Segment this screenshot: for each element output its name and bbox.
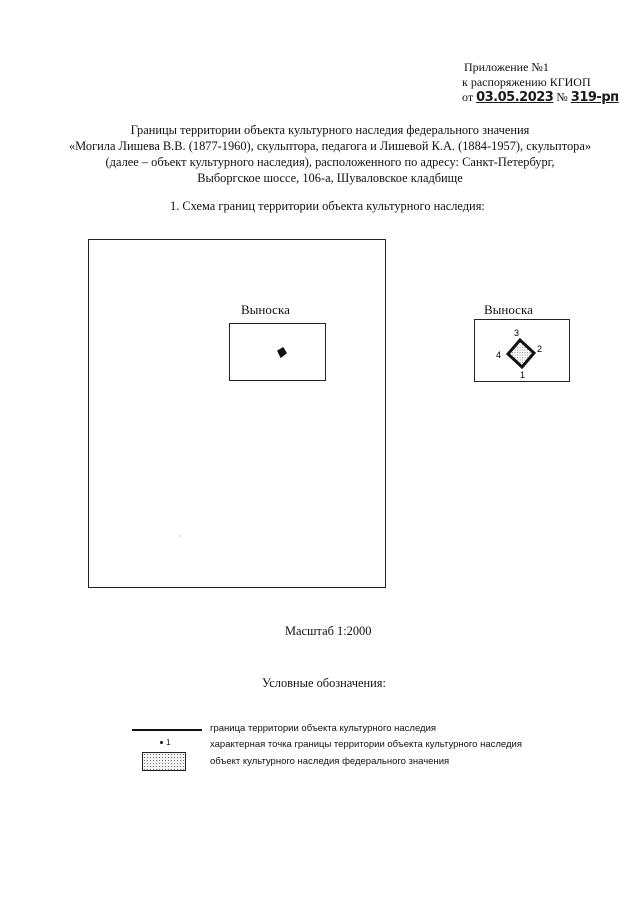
appendix-from-prefix: от [462, 90, 474, 104]
appendix-title: Приложение №1 [464, 60, 549, 74]
legend-boundary-line-symbol [132, 729, 202, 731]
title-line-2: «Могила Лишева В.В. (1877-1960), скульптора, педагога и Лишевой К.А. (1884-1957), скульптора» [68, 139, 592, 153]
title-line-1: Границы территории объекта культурного наследия федерального значения [130, 123, 530, 137]
map-frame [88, 239, 386, 588]
title-line-4: Выборгское шоссе, 106-а, Шуваловское кладбище [197, 171, 463, 185]
side-callout-drawing [474, 319, 570, 381]
point-label-3: 3 [514, 328, 520, 338]
point-label-1: 1 [520, 370, 526, 380]
callout-label: Выноска [241, 302, 290, 317]
legend-item-boundary: граница территории объекта культурного наследия [210, 723, 437, 734]
map-object-marker [275, 346, 289, 360]
appendix-order-ref: к распоряжению КГИОП [462, 75, 591, 89]
legend-point-symbol-label: 1 [166, 738, 171, 747]
map-speck [178, 534, 182, 538]
appendix-number: 319-рп [570, 90, 619, 105]
appendix-number-prefix: № [556, 90, 568, 104]
legend-title: Условные обозначения: [262, 676, 386, 690]
legend-item-point: характерная точка границы территории объекта культурного наследия [210, 739, 522, 750]
legend-object-fill-symbol [142, 752, 186, 771]
map-scale: Масштаб 1:2000 [285, 624, 372, 638]
appendix-header [462, 60, 619, 105]
section-heading: 1. Схема границ территории объекта культурного наследия: [170, 199, 485, 213]
legend-point-symbol [160, 738, 170, 747]
side-callout-label: Выноска [484, 302, 533, 317]
title-line-3: (далее – объект культурного наследия), расположенного по адресу: Санкт-Петербург, [105, 155, 555, 169]
point-label-2: 2 [537, 344, 543, 354]
document-title [40, 122, 620, 186]
legend-dot-icon [160, 741, 163, 744]
point-label-4: 4 [496, 350, 502, 360]
appendix-date-number [462, 90, 619, 105]
appendix-date: 03.05.2023 [476, 90, 554, 105]
legend-item-object: объект культурного наследия федерального значения [210, 756, 450, 767]
